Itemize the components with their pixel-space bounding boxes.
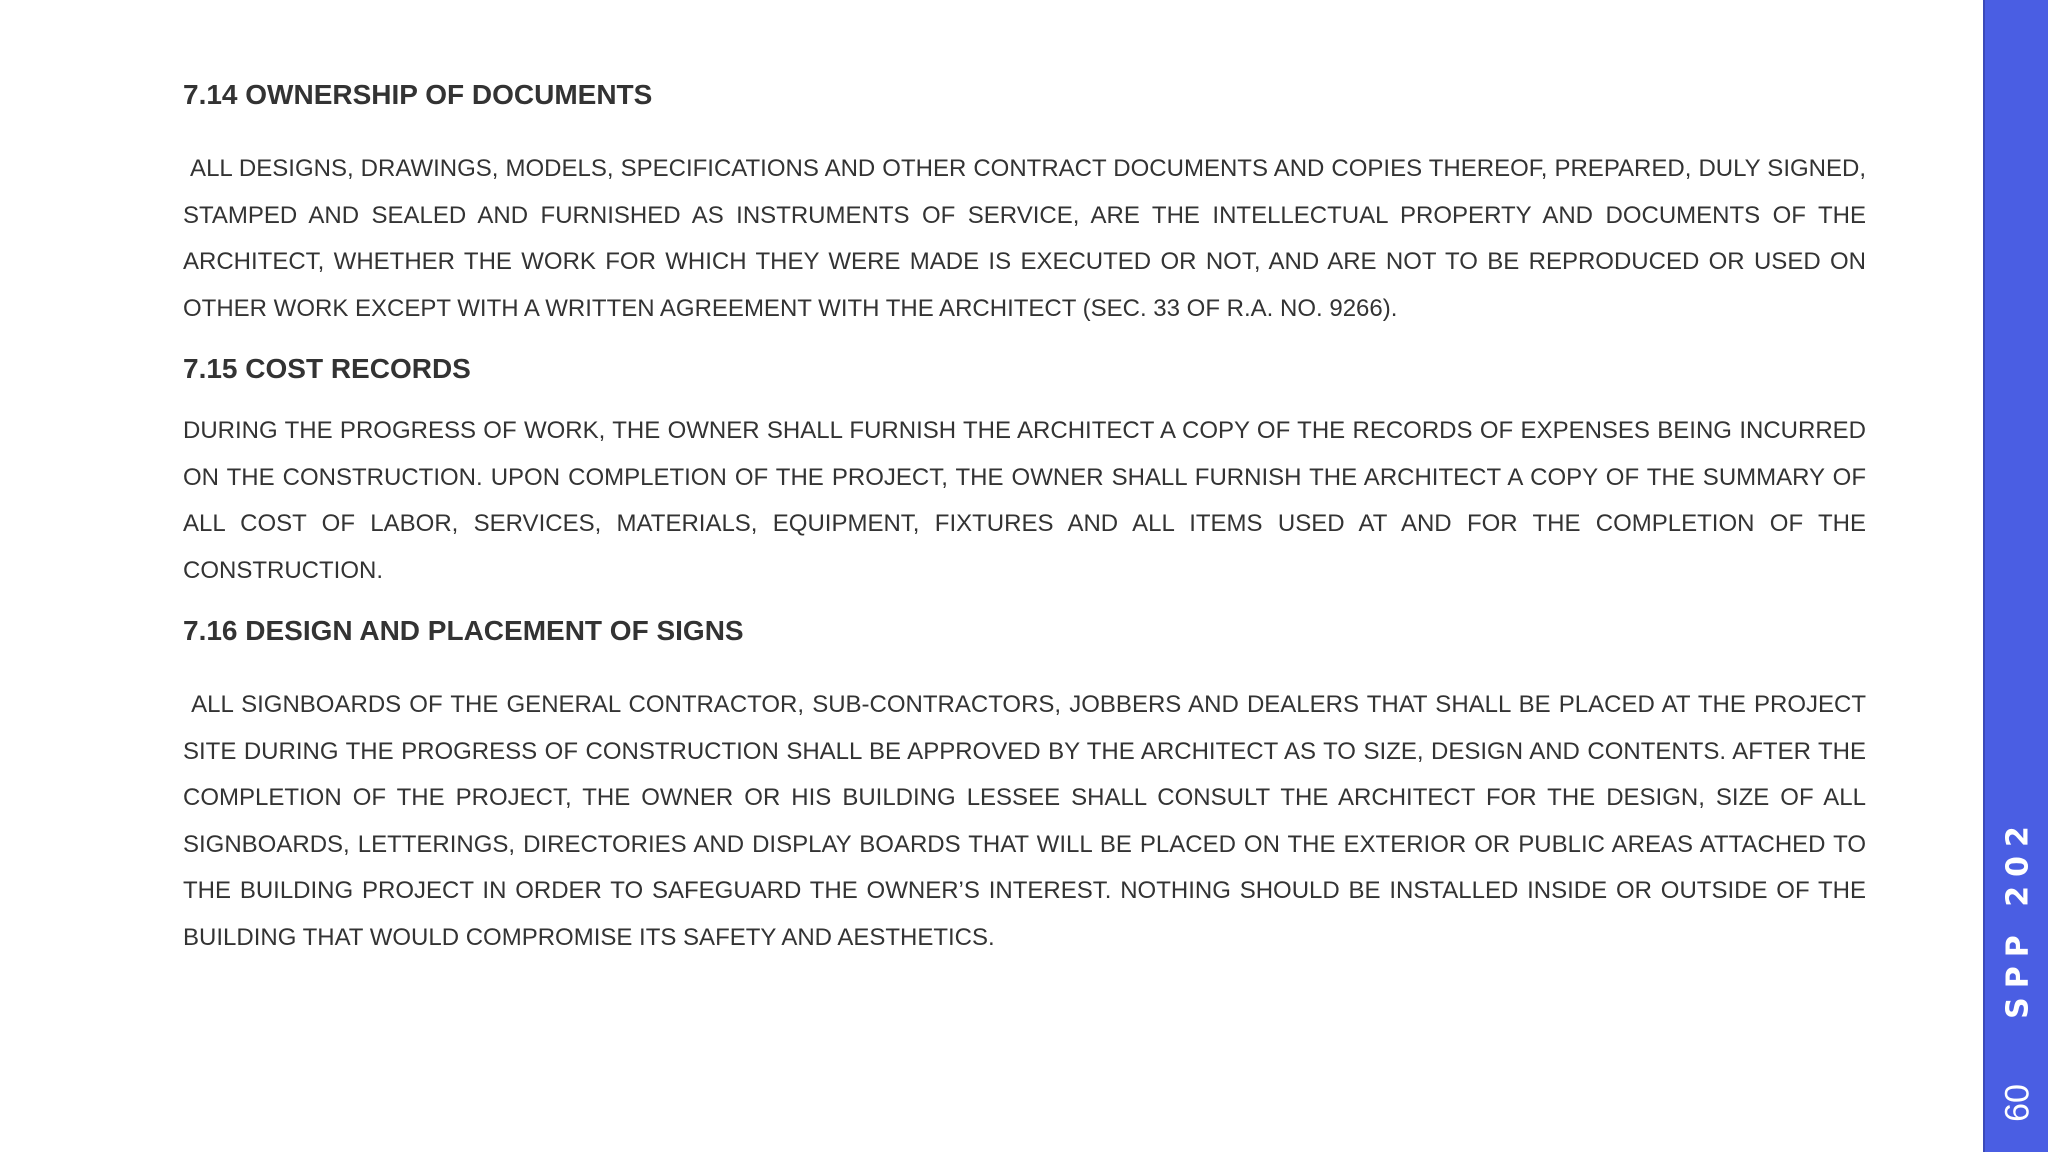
- section-body-ownership-of-documents: ALL DESIGNS, DRAWINGS, MODELS, SPECIFICATIONS AND OTHER CONTRACT DOCUMENTS AND COPIES THEREOF, PREPARED, DULY SIGNED, STAMPED AND SEALED AND FURNISHED AS INSTRUMENTS OF SERVICE, ARE THE INTELLECTUAL PROPERTY AND DOCUMENTS OF THE ARCHITECT, WHETHER THE WORK FOR WHICH THEY WERE MADE IS EXECUTED OR NOT, AND ARE NOT TO BE REPRODUCED OR USED ON OTHER WORK EXCEPT WITH A WRITTEN AGREEMENT WITH THE ARCHITECT (SEC. 33 OF R.A. NO. 9266).: [183, 155, 1866, 322]
- section-heading-ownership-of-documents: 7.14 OWNERSHIP OF DOCUMENTS: [183, 79, 653, 110]
- section-heading-design-and-placement-of-signs: 7.16 DESIGN AND PLACEMENT OF SIGNS: [183, 615, 744, 646]
- page-number: 60: [1998, 1084, 2037, 1122]
- section-body-cost-records: DURING THE PROGRESS OF WORK, THE OWNER SHALL FURNISH THE ARCHITECT A COPY OF THE RECORDS OF EXPENSES BEING INCURRED ON THE CONSTRUCTION. UPON COMPLETION OF THE PROJECT, THE OWNER SHALL FURNISH THE ARCHITECT A COPY OF THE SUMMARY OF ALL COST OF LABOR, SERVICES, MATERIALS, EQUIPMENT, FIXTURES AND ALL ITEMS USED AT AND FOR THE COMPLETION OF THE CONSTRUCTION.: [183, 417, 1866, 584]
- section-body-design-and-placement-of-signs: ALL SIGNBOARDS OF THE GENERAL CONTRACTOR, SUB-CONTRACTORS, JOBBERS AND DEALERS THAT SHALL BE PLACED AT THE PROJECT SITE DURING THE PROGRESS OF CONSTRUCTION SHALL BE APPROVED BY THE ARCHITECT AS TO SIZE, DESIGN AND CONTENTS. AFTER THE COMPLETION OF THE PROJECT, THE OWNER OR HIS BUILDING LESSEE SHALL CONSULT THE ARCHITECT FOR THE DESIGN, SIZE OF ALL SIGNBOARDS, LETTERINGS, DIRECTORIES AND DISPLAY BOARDS THAT WILL BE PLACED ON THE EXTERIOR OR PUBLIC AREAS ATTACHED TO THE BUILDING PROJECT IN ORDER TO SAFEGUARD THE OWNER’S INTEREST. NOTHING SHOULD BE INSTALLED INSIDE OR OUTSIDE OF THE BUILDING THAT WOULD COMPROMISE ITS SAFETY AND AESTHETICS.: [183, 691, 1866, 951]
- document-content: [183, 78, 1866, 961]
- section-heading-cost-records: 7.15 COST RECORDS: [183, 353, 471, 384]
- course-code-label: SPP 202: [2000, 817, 2036, 1019]
